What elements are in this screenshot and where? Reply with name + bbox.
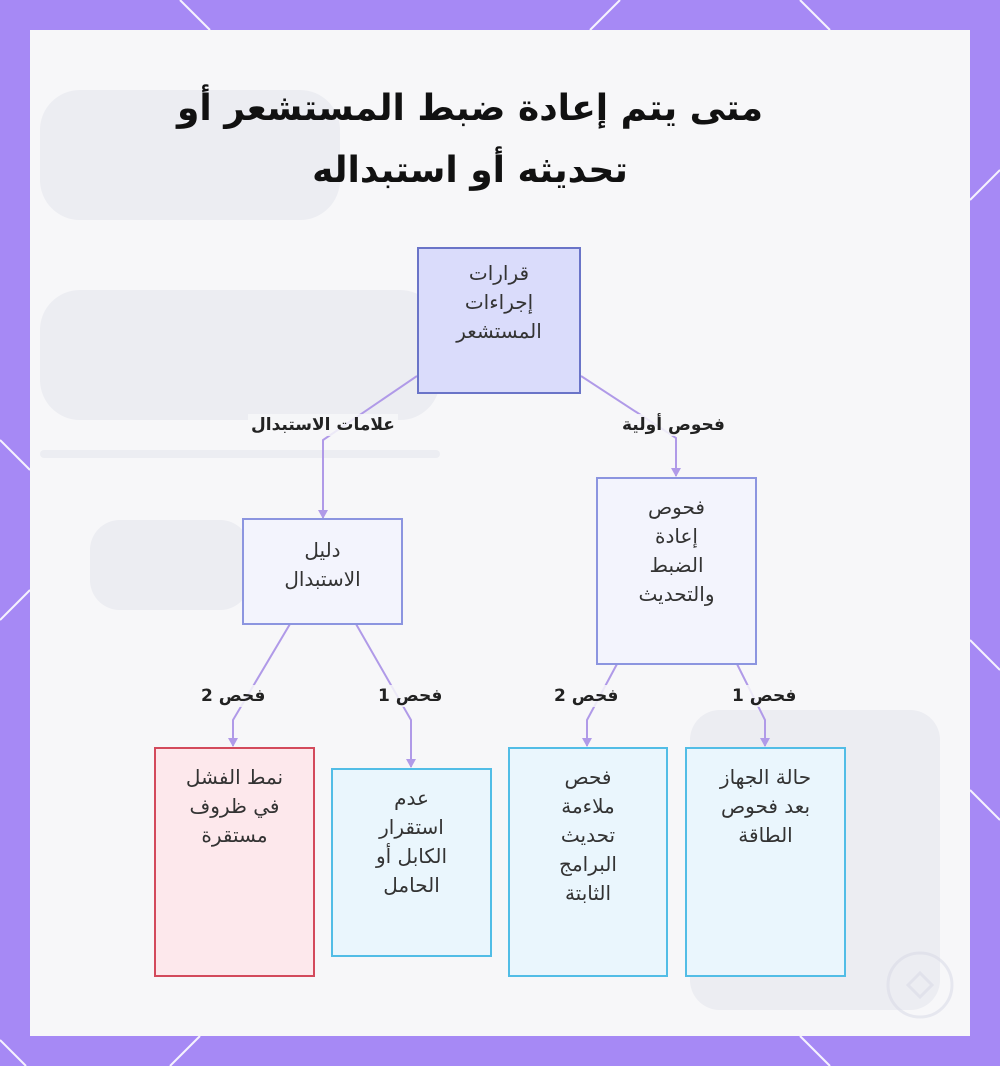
edge-label-right-check2: فحص 2 [551, 685, 621, 707]
arrowhead [228, 738, 238, 747]
node-reset-update-checks [596, 477, 757, 665]
node-device-state [685, 747, 846, 977]
arrowhead [406, 759, 416, 768]
node-label: عدم استقرار الكابل أو الحامل [375, 786, 448, 897]
arrowhead [582, 738, 592, 747]
node-label: قرارات إجراءات المستشعر [456, 261, 542, 343]
edge-label-right-check1: فحص 1 [729, 685, 799, 707]
node-label: فحص ملاءمة تحديث البرامج الثابتة [559, 765, 617, 905]
edge-label-initial-checks: فحوص أولية [619, 414, 728, 436]
node-sensor-action-decisions [417, 247, 581, 394]
edge-label-left-check1: فحص 1 [375, 685, 445, 707]
edge-label-left-check2: فحص 2 [198, 685, 268, 707]
arrowhead [760, 738, 770, 747]
node-label: نمط الفشل في ظروف مستقرة [185, 765, 284, 847]
arrowhead [671, 468, 681, 477]
diagram-title-text: متى يتم إعادة ضبط المستشعر أو تحديثه أو استبداله [176, 88, 764, 191]
node-label: حالة الجهاز بعد فحوص الطاقة [719, 765, 812, 847]
node-replacement-evidence [242, 518, 403, 625]
node-failure-pattern [154, 747, 315, 977]
edge-root-to-replace-evidence [323, 376, 417, 518]
edge-label-replace-signs: علامات الاستبدال [248, 414, 398, 436]
node-firmware-check [508, 747, 668, 977]
node-label: فحوص إعادة الضبط والتحديث [638, 495, 715, 606]
node-label: دليل الاستبدال [284, 538, 361, 591]
node-cable-instability [331, 768, 492, 957]
